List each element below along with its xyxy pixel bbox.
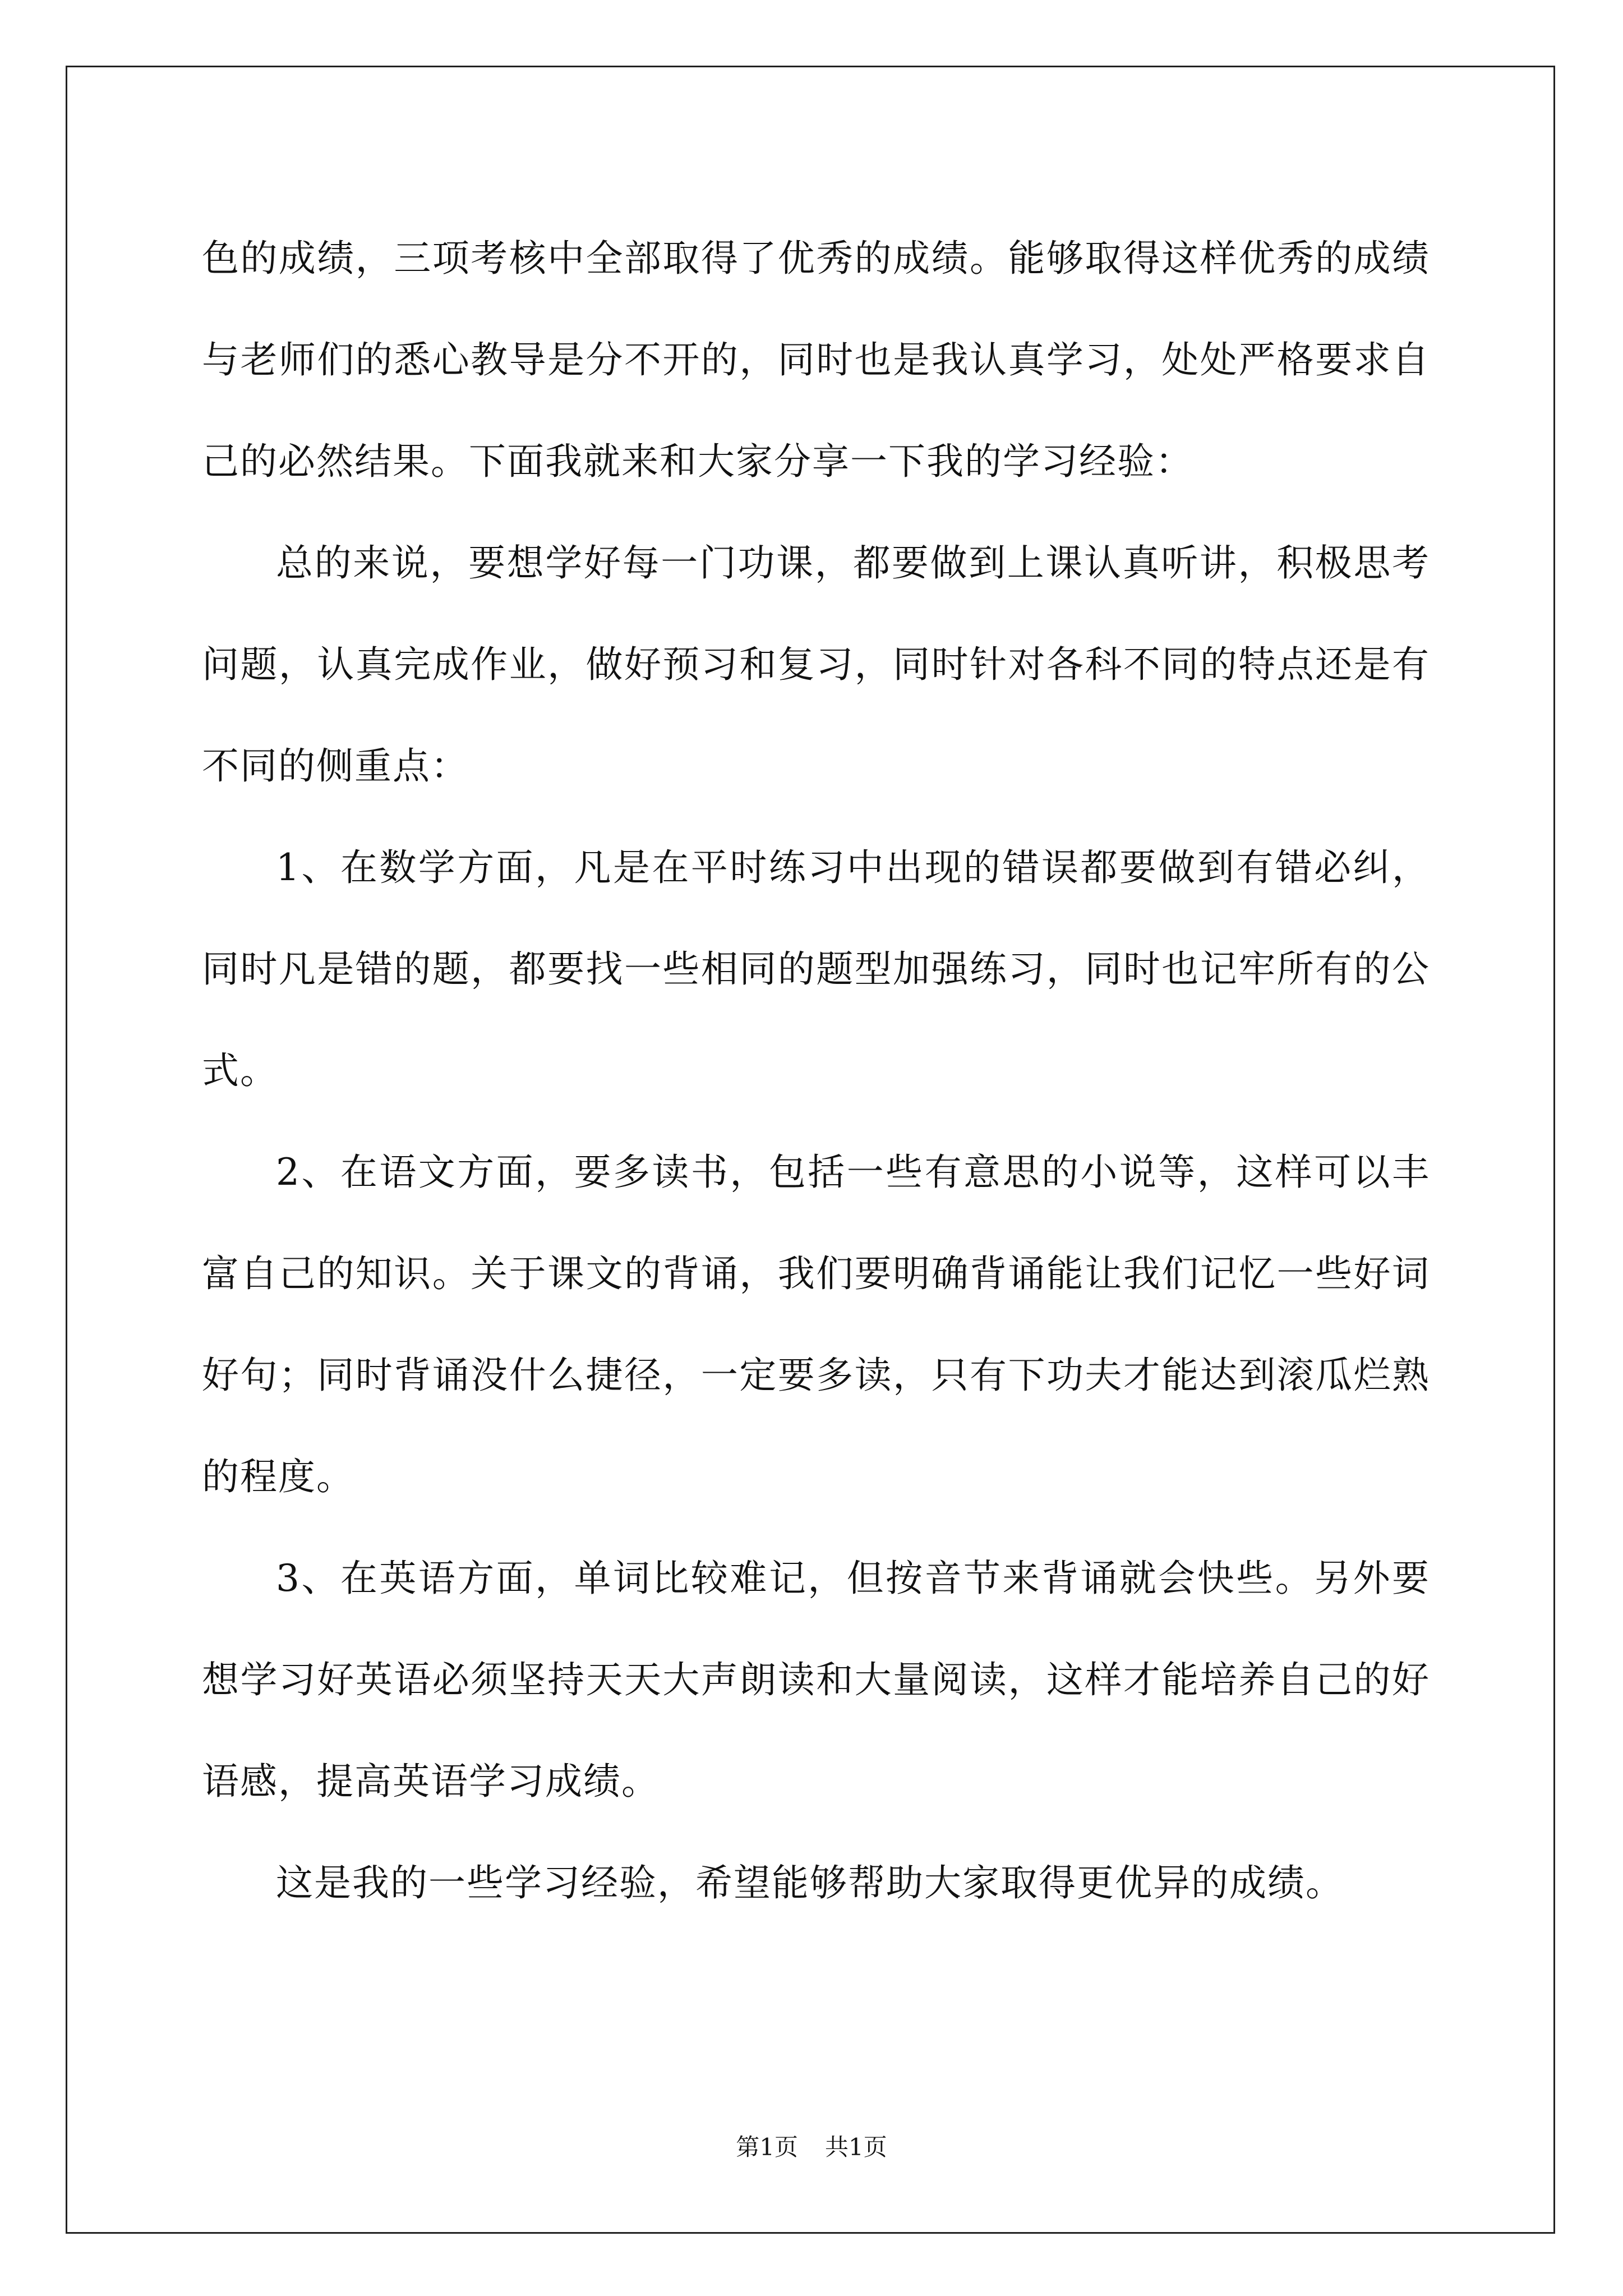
paragraph-4: 2、在语文方面，要多读书，包括一些有意思的小说等，这样可以丰富自己的知识。关于课文的背诵，我们要明确背诵能让我们记忆一些好词好句；同时背诵没什么捷径，一定要多读，只有下功夫才能达到滚瓜烂熟的程度。 xyxy=(202,1151,1430,1498)
page-footer xyxy=(0,2129,1623,2162)
page-total: 共1页 xyxy=(825,2133,887,2161)
document-body xyxy=(202,208,1430,1934)
paragraph-6: 这是我的一些学习经验，希望能够帮助大家取得更优异的成绩。 xyxy=(276,1861,1344,1904)
paragraph-5: 3、在英语方面，单词比较难记，但按音节来背诵就会快些。另外要想学习好英语必须坚持天天大声朗读和大量阅读，这样才能培养自己的好语感，提高英语学习成绩。 xyxy=(202,1557,1430,1803)
paragraph-3: 1、在数学方面，凡是在平时练习中出现的错误都要做到有错必纠，同时凡是错的题，都要找一些相同的题型加强练习，同时也记牢所有的公式。 xyxy=(202,846,1430,1092)
paragraph-1: 色的成绩，三项考核中全部取得了优秀的成绩。能够取得这样优秀的成绩与老师们的悉心教导是分不开的，同时也是我认真学习，处处严格要求自己的必然结果。下面我就来和大家分享一下我的学习经验： xyxy=(202,237,1430,483)
page-number: 第1页 xyxy=(736,2133,798,2161)
paragraph-2: 总的来说，要想学好每一门功课，都要做到上课认真听讲，积极思考问题，认真完成作业，做好预习和复习，同时针对各科不同的特点还是有不同的侧重点： xyxy=(202,541,1430,788)
